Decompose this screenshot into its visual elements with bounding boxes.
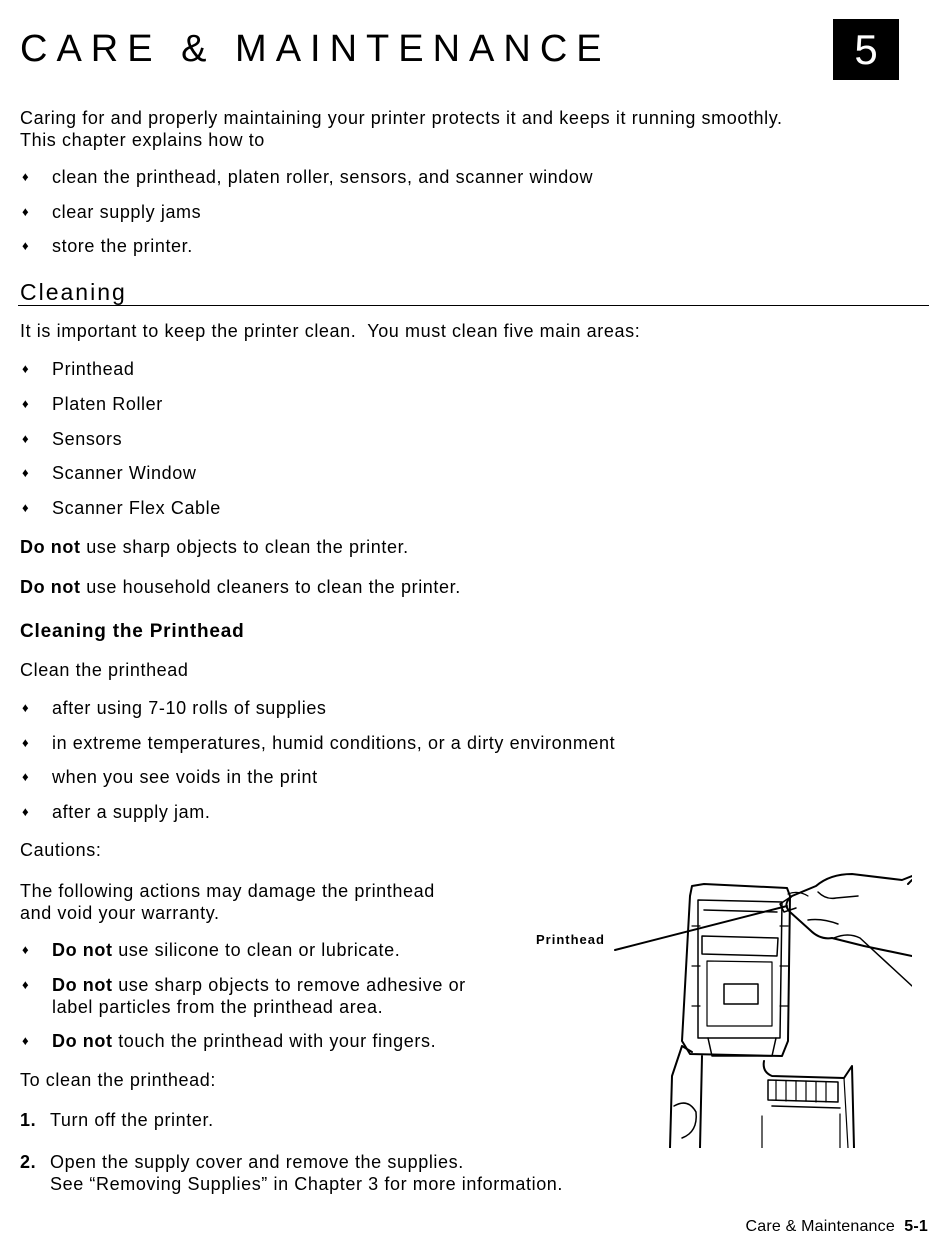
diamond-bullet-icon: ♦ (22, 977, 30, 992)
section-heading-cleaning: Cleaning (20, 279, 127, 305)
page-footer (746, 1218, 929, 1236)
step-item: 2. Open the supply cover and remove the supplies. See “Removing Supplies” in Chapter 3 for more information. (20, 1152, 564, 1194)
diamond-bullet-icon: ♦ (22, 700, 30, 715)
cleaning-intro: It is important to keep the printer clean. You must clean five main areas: (20, 321, 641, 341)
steps-intro: To clean the printhead: (20, 1070, 216, 1090)
diamond-bullet-icon: ♦ (22, 431, 30, 446)
subsection-heading-printhead: Cleaning the Printhead (20, 621, 245, 642)
intro-line-2: This chapter explains how to (20, 130, 265, 150)
warning-sharp-objects: Do not use sharp objects to clean the printer. (20, 537, 409, 557)
step-item: 1. Turn off the printer. (20, 1110, 214, 1130)
footer-page-number: 5-1 (904, 1218, 928, 1235)
diamond-bullet-icon: ♦ (22, 1033, 30, 1048)
diamond-bullet-icon: ♦ (22, 204, 30, 219)
warning-household-cleaners: Do not use household cleaners to clean the printer. (20, 577, 461, 597)
chapter-number-badge: 5 (833, 19, 899, 80)
diamond-bullet-icon: ♦ (22, 361, 30, 376)
diamond-bullet-icon: ♦ (22, 465, 30, 480)
diamond-bullet-icon: ♦ (22, 735, 30, 750)
section-divider (18, 305, 929, 306)
diamond-bullet-icon: ♦ (22, 238, 30, 253)
diamond-bullet-icon: ♦ (22, 804, 30, 819)
printhead-cleaning-illustration (612, 866, 912, 1148)
diamond-bullet-icon: ♦ (22, 769, 30, 784)
diamond-bullet-icon: ♦ (22, 500, 30, 515)
page-title: CARE & MAINTENANCE (20, 28, 611, 70)
cautions-line-1: The following actions may damage the printhead (20, 881, 435, 901)
intro-line-1: Caring for and properly maintaining your printer protects it and keeps it running smoothly. (20, 108, 783, 128)
printhead-callout-label: Printhead (536, 932, 605, 947)
footer-section: Care & Maintenance (745, 1218, 895, 1235)
diamond-bullet-icon: ♦ (22, 169, 30, 184)
cautions-label: Cautions: (20, 840, 102, 860)
printhead-intro: Clean the printhead (20, 660, 189, 680)
cautions-line-2: and void your warranty. (20, 903, 220, 923)
diamond-bullet-icon: ♦ (22, 396, 30, 411)
diamond-bullet-icon: ♦ (22, 942, 30, 957)
